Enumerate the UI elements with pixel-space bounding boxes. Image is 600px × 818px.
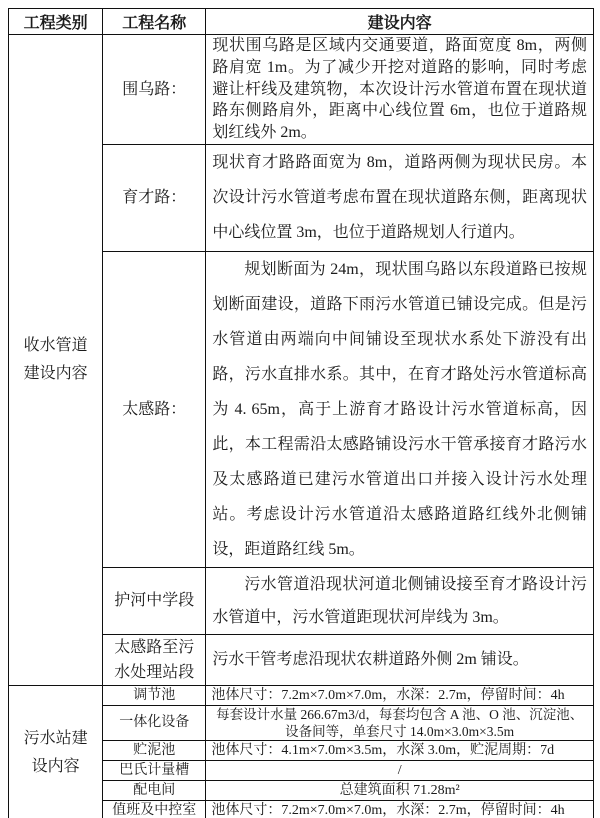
name-cell-yucailu: 育才路： (103, 144, 206, 251)
content-cell-power-distribution-room: 总建筑面积 71.28m² (206, 780, 594, 800)
name-cell-power-distribution-room: 配电间 (103, 780, 206, 800)
content-cell-sludge-tank: 池体尺寸：4.1m×7.0m×3.5m，水深 3.0m，贮泥周期：7d (206, 740, 594, 760)
table-header-row (9, 9, 594, 35)
content-cell-parshall-flume: / (206, 760, 594, 780)
content-cell-taigan-to-plant-section: 污水干管考虑沿现状农耕道路外侧 2m 铺设。 (206, 634, 594, 685)
name-cell-regulating-tank: 调节池 (103, 685, 206, 705)
name-cell-sludge-tank: 贮泥池 (103, 740, 206, 760)
content-cell-integrated-equipment: 每套设计水量 266.67m3/d，每套均包含 A 池、O 池、沉淀池、设备间等，单套尺寸 14.0m×3.0m×3.5m (206, 705, 594, 740)
name-cell-integrated-equipment: 一体化设备 (103, 705, 206, 740)
document-page (0, 8, 600, 818)
name-cell-parshall-flume: 巴氏计量槽 (103, 760, 206, 780)
content-cell-weiwulu: 现状围乌路是区域内交通要道，路面宽度 8m，两侧路肩宽 1m。为了减少开挖对道路的影响，同时考虑避让杆线及建筑物，本次设计污水管道布置在现状道路东侧路肩外，距离中心线位置 6m，也位于道路规划红线外 2m。 (206, 35, 594, 145)
header-project-category: 工程类别 (9, 9, 103, 35)
content-cell-regulating-tank: 池体尺寸：7.2m×7.0m×7.0m，水深：2.7m，停留时间：4h (206, 685, 594, 705)
content-cell-taiganlu: 规划断面为 24m，现状围乌路以东段道路已按规划断面建设，道路下雨污水管道已铺设完成。但是污水管道由两端向中间铺设至现状水系处下游没有出路，污水直排水系。其中，在育才路处污水管道标高为 4. 65m，高于上游育才路设计污水管道标高，因此，本工程需沿太感路铺设污水干管承接育才路污水及太感路道已建污水管道出口并接入设计污水处理站。考虑设计污水管道沿太感路道路红线外北侧铺设，距道路红线 5m。 (206, 251, 594, 567)
content-cell-duty-control-room: 池体尺寸：7.2m×7.0m×7.0m，水深：2.7m，停留时间：4h (206, 800, 594, 818)
header-project-name: 工程名称 (103, 9, 206, 35)
name-cell-huhe-school-section: 护河中学段 (103, 567, 206, 634)
name-cell-taiganlu: 太感路： (103, 251, 206, 567)
name-cell-taigan-to-plant-section: 太感路至污水处理站段 (103, 634, 206, 685)
table-row-weiwulu (9, 35, 594, 145)
table-row-regulating-tank (9, 685, 594, 705)
content-cell-huhe-school-section: 污水管道沿现状河道北侧铺设接至育才路设计污水管道中，污水管道距现状河岸线为 3m。 (206, 567, 594, 634)
construction-content-table (8, 8, 594, 818)
category-cell-sewage-station: 污水站建设内容 (9, 685, 103, 818)
category-cell-intake-pipes: 收水管道建设内容 (9, 35, 103, 686)
header-construction-content: 建设内容 (206, 9, 594, 35)
name-cell-duty-control-room: 值班及中控室 (103, 800, 206, 818)
content-cell-yucailu: 现状育才路路面宽为 8m，道路两侧为现状民房。本次设计污水管道考虑布置在现状道路东侧，距离现状中心线位置 3m，也位于道路规划人行道内。 (206, 144, 594, 251)
name-cell-weiwulu: 围乌路： (103, 35, 206, 145)
